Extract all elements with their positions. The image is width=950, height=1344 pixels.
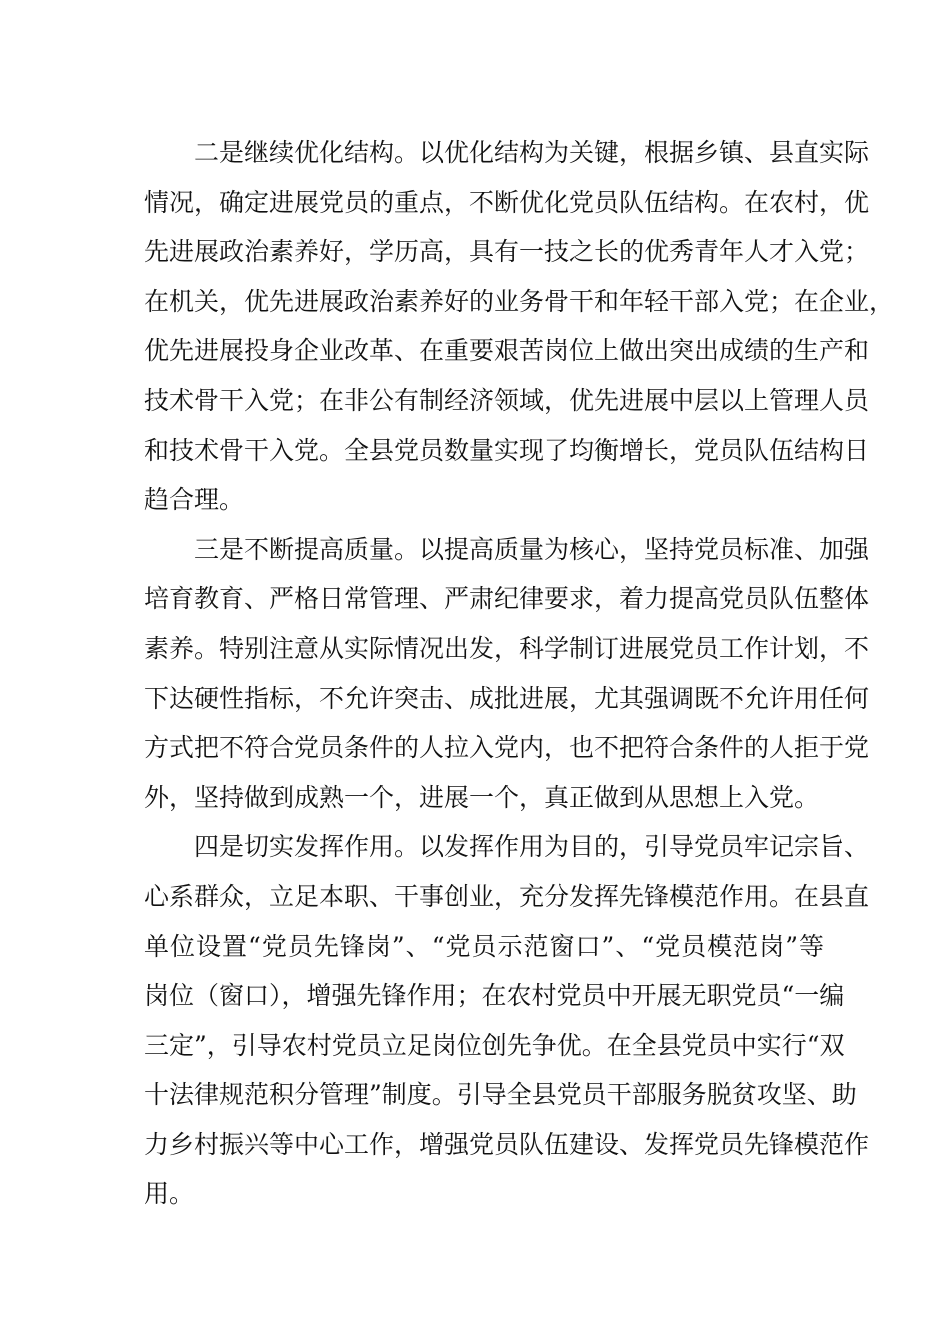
paragraph-play-role: [144, 822, 870, 1219]
text-line: 情况，确定进展党员的重点，不断优化党员队伍结构。在农村，优: [144, 187, 870, 217]
text-line: 单位设置“党员先锋岗”、“党员示范窗口”、“党员模范岗”等: [144, 931, 824, 961]
text-line: 力乡村振兴等中心工作，增强党员队伍建设、发挥党员先锋模范作: [144, 1129, 870, 1159]
text-line: 在机关，优先进展政治素养好的业务骨干和年轻干部入党；在企业，: [144, 286, 895, 316]
text-line: 二是继续优化结构。以优化结构为关键，根据乡镇、县直实际: [194, 138, 870, 167]
text-line: 素养。特别注意从实际情况出发，科学制订进展党员工作计划，不: [144, 633, 870, 663]
text-line: 心系群众，立足本职、干事创业，充分发挥先锋模范作用。在县直: [144, 881, 870, 911]
text-line: 三定”，引导农村党员立足岗位创先争优。在全县党员中实行“双: [144, 1030, 845, 1060]
text-line: 优先进展投身企业改革、在重要艰苦岗位上做出突出成绩的生产和: [144, 336, 870, 366]
text-line: 趋合理。: [144, 485, 245, 515]
paragraph-optimize-structure: [144, 128, 895, 525]
text-line: 和技术骨干入党。全县党员数量实现了均衡增长，党员队伍结构日: [144, 435, 870, 465]
document-body: [144, 128, 895, 1219]
text-line: 用。: [144, 1179, 195, 1209]
text-line: 外，坚持做到成熟一个，进展一个，真正做到从思想上入党。: [144, 782, 820, 812]
text-line: 先进展政治素养好，学历高，具有一技之长的优秀青年人才入党；: [144, 237, 870, 267]
text-line: 十法律规范积分管理”制度。引导全县党员干部服务脱贫攻坚、助: [144, 1080, 857, 1110]
text-line: 下达硬性指标，不允许突击、成批进展，尤其强调既不允许用任何: [144, 683, 870, 713]
paragraph-improve-quality: [144, 525, 870, 823]
text-line: 四是切实发挥作用。以发挥作用为目的，引导党员牢记宗旨、: [194, 832, 870, 862]
text-line: 方式把不符合党员条件的人拉入党内，也不把符合条件的人拒于党: [144, 733, 870, 763]
text-line: 培育教育、严格日常管理、严肃纪律要求，着力提高党员队伍整体: [144, 584, 870, 614]
text-line: 岗位（窗口），增强先锋作用；在农村党员中开展无职党员“一编: [144, 981, 845, 1011]
text-line: 三是不断提高质量。以提高质量为核心，坚持党员标准、加强: [194, 534, 870, 564]
text-line: 技术骨干入党；在非公有制经济领域，优先进展中层以上管理人员: [144, 385, 870, 415]
